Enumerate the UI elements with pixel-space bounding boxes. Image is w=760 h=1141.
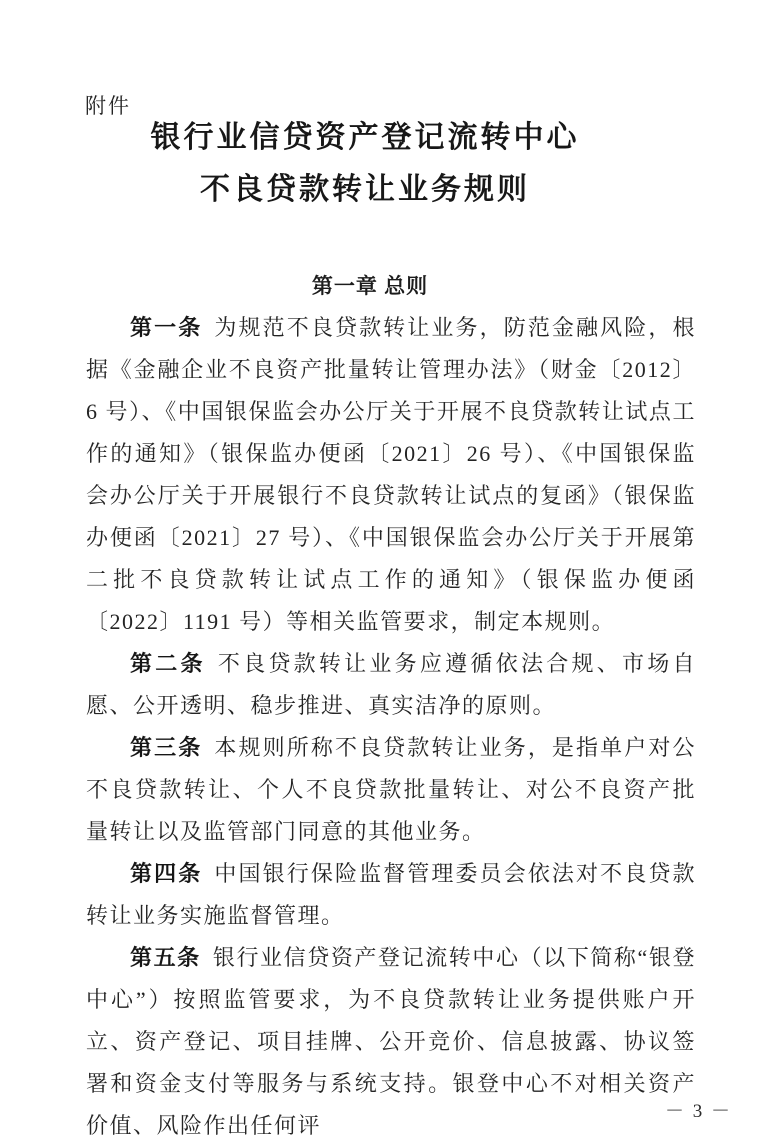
article-4-text: 中国银行保险监督管理委员会依法对不良贷款转让业务实施监督管理。 [86, 861, 696, 928]
article-1 [86, 307, 696, 643]
attachment-label: 附件 [85, 94, 131, 118]
article-4-number: 第四条 [130, 861, 203, 886]
article-2-number: 第二条 [130, 651, 206, 676]
article-5-text: 银行业信贷资产登记流转中心（以下简称“银登中心”）按照监管要求，为不良贷款转让业务提供账户开立、资产登记、项目挂牌、公开竞价、信息披露、协议签署和资金支付等服务与系统支持。银登中心不对相关资产价值、风险作出任何评 [86, 945, 696, 1138]
article-1-number: 第一条 [130, 315, 203, 340]
article-4 [86, 853, 696, 937]
page-number: － 3 － [664, 1101, 732, 1122]
article-3 [86, 727, 696, 853]
article-2 [86, 643, 696, 727]
article-2-text: 不良贷款转让业务应遵循依法合规、市场自愿、公开透明、稳步推进、真实洁净的原则。 [86, 651, 696, 718]
article-3-text: 本规则所称不良贷款转让业务，是指单户对公不良贷款转让、个人不良贷款批量转让、对公不良资产批量转让以及监管部门同意的其他业务。 [86, 735, 696, 844]
document-body [86, 307, 696, 1141]
chapter-heading: 第一章 总则 [311, 274, 429, 298]
document-title-line1: 银行业信贷资产登记流转中心 [150, 121, 580, 154]
article-1-text: 为规范不良贷款转让业务，防范金融风险，根据《金融企业不良资产批量转让管理办法》（财金〔2012〕6 号）、《中国银保监会办公厅关于开展不良贷款转让试点工作的通知》（银保监办便函〔2021〕26 号）、《中国银保监会办公厅关于开展银行不良贷款转让试点的复函》（银保监办便函〔2021〕27 号）、《中国银保监会办公厅关于开展第二批不良贷款转让试点工作的通知》（银保监办便函〔2022〕1191 号）等相关监管要求，制定本规则。 [86, 315, 696, 634]
article-5-number: 第五条 [130, 945, 201, 970]
document-title [0, 112, 730, 216]
article-3-number: 第三条 [130, 735, 203, 760]
document-title-line2: 不良贷款转让业务规则 [200, 173, 530, 206]
article-5 [86, 937, 696, 1141]
